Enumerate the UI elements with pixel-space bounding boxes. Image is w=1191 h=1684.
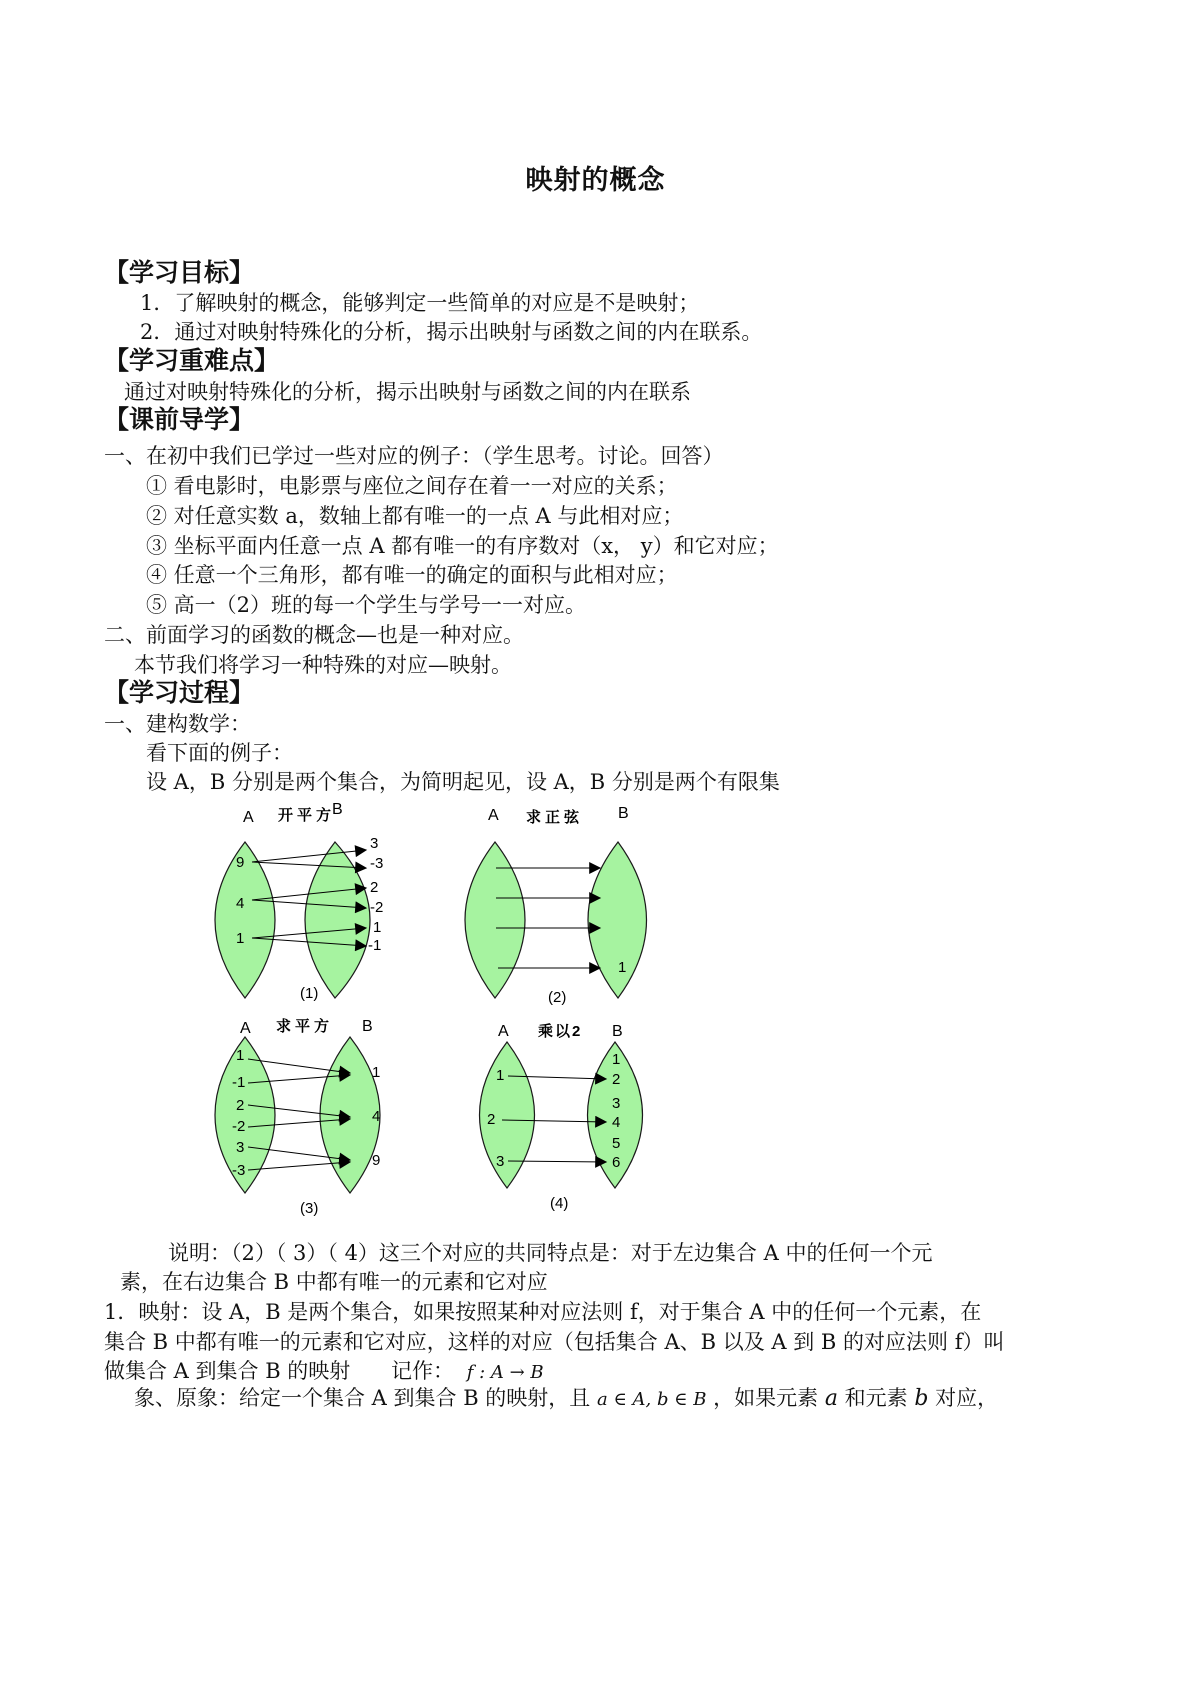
image-text-b: ，如果元素 <box>713 1386 819 1410</box>
goal-item-2: 2．通过对映射特殊化的分析，揭示出映射与函数之间的内在联系。 <box>140 320 763 344</box>
image-text-a: 象、原象：给定一个集合 A 到集合 B 的映射，且 <box>134 1386 591 1410</box>
right-element: 9 <box>372 1152 381 1169</box>
right-element: 3 <box>370 835 379 852</box>
image-text-c: 和元素 <box>844 1386 908 1410</box>
left-element: 9 <box>236 854 245 871</box>
left-element: -2 <box>232 1118 246 1135</box>
right-element: -2 <box>370 899 384 916</box>
section-heading-goals: 【学习目标】 <box>104 258 255 287</box>
image-formula: a ∈ A, b ∈ B <box>597 1389 707 1410</box>
label-caption: (3) <box>300 1200 319 1217</box>
label-rule: 乘以2 <box>538 1023 583 1040</box>
process-sub-3: 设 A，B 分别是两个集合，为简明起见，设 A，B 分别是两个有限集 <box>146 770 780 794</box>
label-set-a: A <box>243 809 254 826</box>
explain-line-1: 说明：（2）（ 3）（ 4）这三个对应的共同特点是：对于左边集合 A 中的任何一个元 <box>168 1241 933 1265</box>
section-heading-preview: 【课前导学】 <box>104 405 255 434</box>
left-element: -1 <box>232 1074 246 1091</box>
page-title: 映射的概念 <box>525 165 666 196</box>
left-element: 2 <box>487 1111 496 1128</box>
left-element: 1 <box>236 1047 245 1064</box>
definition-line-3 <box>104 1355 544 1385</box>
mapping-diagrams <box>190 801 690 1224</box>
right-element: -1 <box>368 937 382 954</box>
right-element: 1 <box>372 1064 381 1081</box>
process-sub-1: 一、建构数学： <box>104 712 251 736</box>
label-caption: (1) <box>300 985 319 1002</box>
image-text-d: 对应， <box>935 1386 999 1410</box>
section-heading-process: 【学习过程】 <box>104 678 255 707</box>
image-var-b: b <box>914 1386 929 1411</box>
diagram-3 <box>215 1017 380 1217</box>
diagram-4 <box>480 1022 643 1212</box>
left-element: 3 <box>236 1139 245 1156</box>
left-element: 4 <box>236 895 245 912</box>
example-item-3: ③ 坐标平面内任意一点 A 都有唯一的有序数对（x， y）和它对应； <box>146 534 779 558</box>
goal-item-1: 1．了解映射的概念，能够判定一些简单的对应是不是映射； <box>140 291 700 315</box>
example-item-5: ⑤ 高一（2）班的每一个学生与学号一一对应。 <box>146 593 587 617</box>
label-caption: (4) <box>550 1195 569 1212</box>
notation-formula: f : A → B <box>466 1362 544 1383</box>
preview-line-2: 二、前面学习的函数的概念—也是一种对应。 <box>104 623 524 647</box>
notation-label: 记作： <box>391 1359 454 1383</box>
right-element: 2 <box>612 1071 621 1088</box>
label-set-b: B <box>612 1023 623 1040</box>
left-element: 1 <box>496 1067 505 1084</box>
label-set-b: B <box>618 805 629 822</box>
right-element: 4 <box>372 1108 381 1125</box>
example-item-4: ④ 任意一个三角形，都有唯一的确定的面积与此相对应； <box>146 563 678 587</box>
right-element: 5 <box>612 1135 621 1152</box>
label-set-b: B <box>332 801 343 818</box>
keypoint-text: 通过对映射特殊化的分析，揭示出映射与函数之间的内在联系 <box>124 380 691 404</box>
right-element: 1 <box>373 919 382 936</box>
process-sub-2: 看下面的例子： <box>146 741 293 765</box>
label-rule: 求正弦 <box>526 809 584 826</box>
preview-intro: 一、在初中我们已学过一些对应的例子：（学生思考。讨论。回答） <box>104 444 724 468</box>
right-element: 2 <box>370 879 379 896</box>
definition-line-2: 集合 B 中都有唯一的元素和它对应，这样的对应（包括集合 A、B 以及 A 到 B 的对应法则 f）叫 <box>104 1330 1005 1354</box>
explain-line-2: 素，在右边集合 B 中都有唯一的元素和它对应 <box>120 1270 548 1294</box>
set-a-shape <box>465 842 525 998</box>
definition-text: 做集合 A 到集合 B 的映射 <box>104 1359 351 1383</box>
example-item-1: ① 看电影时，电影票与座位之间存在着一一对应的关系； <box>146 474 678 498</box>
label-set-a: A <box>240 1020 251 1037</box>
label-set-b: B <box>362 1018 373 1035</box>
right-element: -3 <box>370 855 384 872</box>
left-element: -3 <box>232 1162 246 1179</box>
label-set-a: A <box>488 807 499 824</box>
label-set-a: A <box>498 1023 509 1040</box>
left-element: 3 <box>496 1153 505 1170</box>
image-var-a: a <box>824 1386 838 1411</box>
right-element: 1 <box>612 1051 621 1068</box>
right-element: 3 <box>612 1095 621 1112</box>
label-caption: (2) <box>548 989 567 1006</box>
right-element: 6 <box>612 1154 621 1171</box>
label-rule: 求平方 <box>276 1018 334 1035</box>
right-element: 4 <box>612 1114 621 1131</box>
left-element: 1 <box>236 930 245 947</box>
diagram-2 <box>465 805 647 1006</box>
right-element: 1 <box>618 959 627 976</box>
left-element: 2 <box>236 1097 245 1114</box>
set-a-shape <box>215 842 275 998</box>
preview-line-3: 本节我们将学习一种特殊的对应—映射。 <box>134 653 512 677</box>
example-item-2: ② 对任意实数 a，数轴上都有唯一的一点 A 与此相对应； <box>146 504 684 528</box>
label-rule: 开平方 <box>278 807 336 824</box>
section-heading-keypoints: 【学习重难点】 <box>104 346 280 375</box>
definition-line-1: 1．映射：设 A，B 是两个集合，如果按照某种对应法则 f，对于集合 A 中的任何一个元素，在 <box>104 1300 982 1324</box>
diagram-1 <box>215 801 383 1002</box>
image-preimage-line <box>134 1382 998 1412</box>
